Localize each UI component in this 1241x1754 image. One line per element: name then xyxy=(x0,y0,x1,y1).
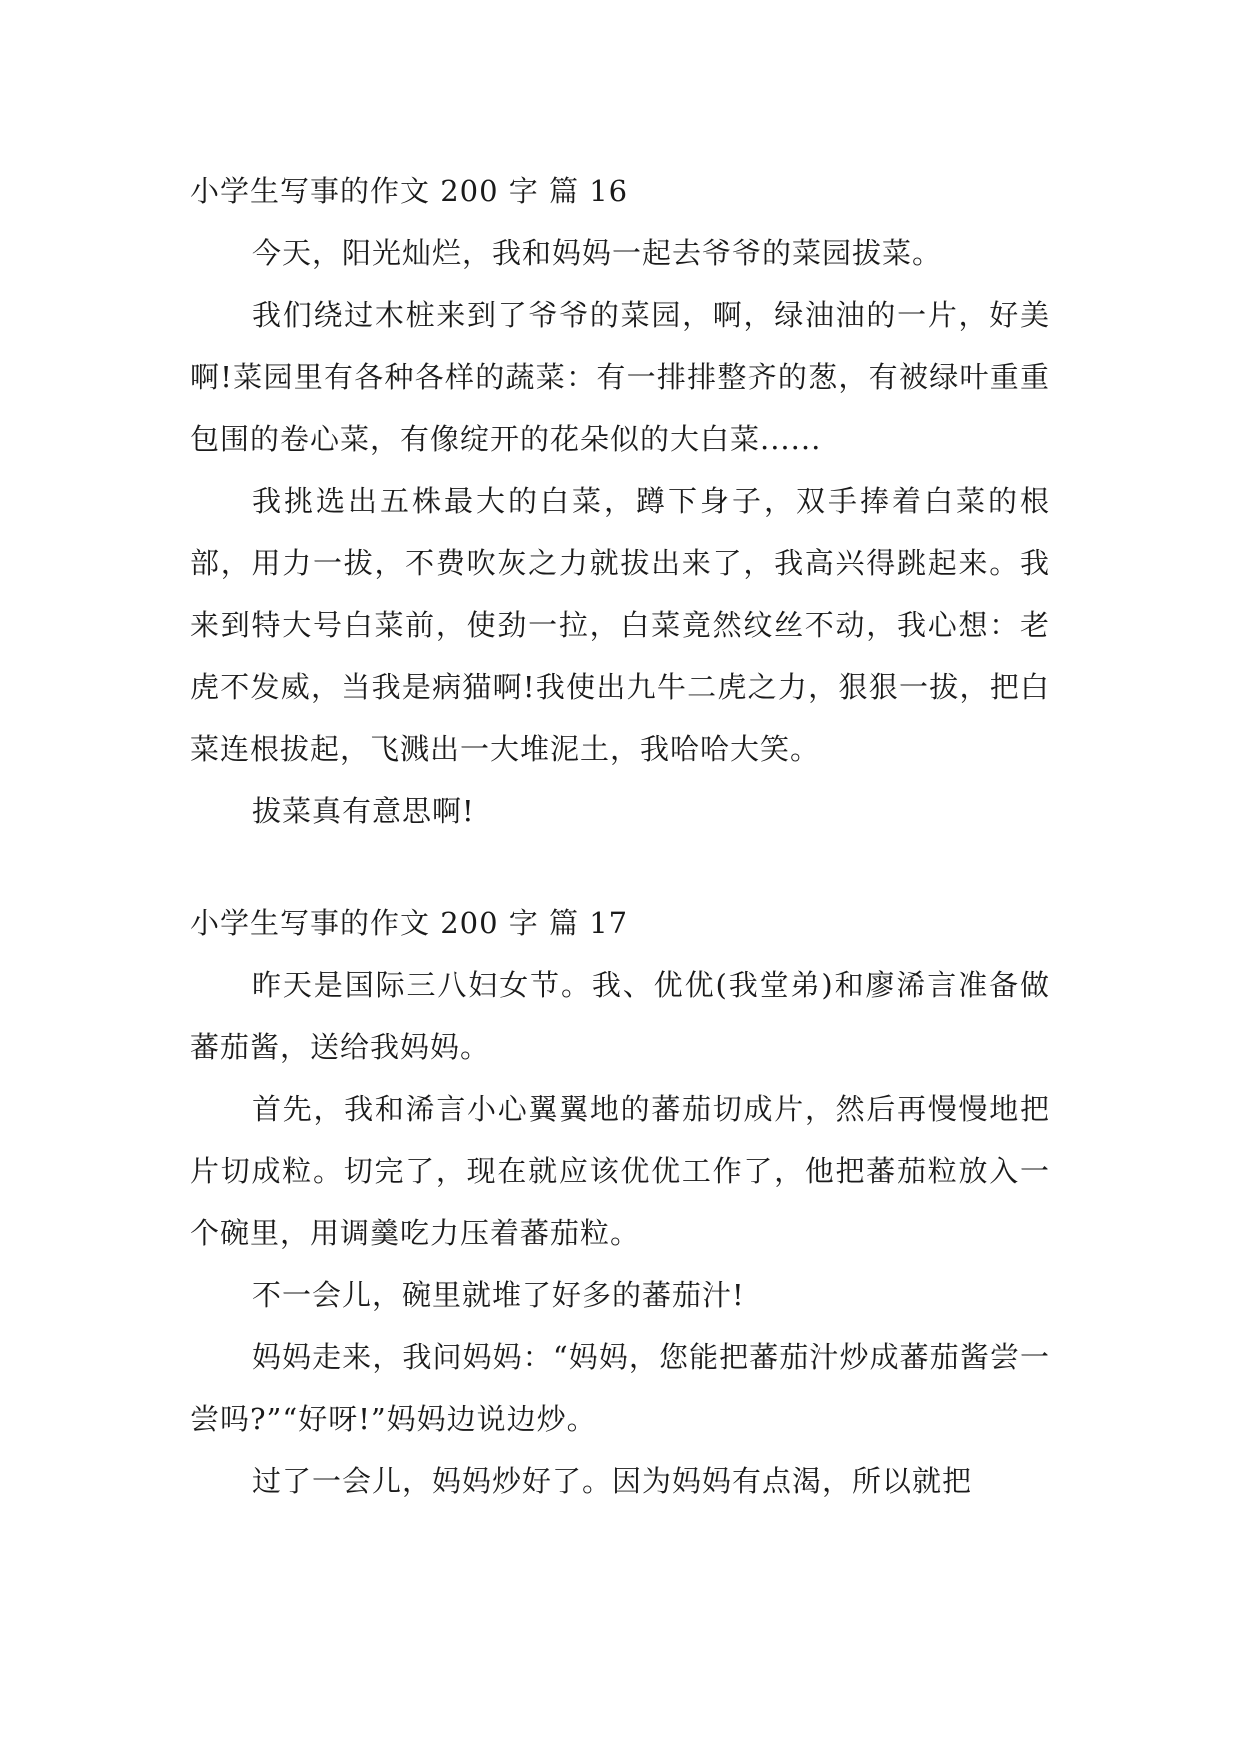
essay-paragraph: 拔菜真有意思啊! xyxy=(252,794,475,828)
document-body xyxy=(190,160,1050,1512)
essay-paragraph: 首先，我和浠言小心翼翼地的蕃茄切成片，然后再慢慢地把片切成粒。切完了，现在就应该优优工作了，他把蕃茄粒放入一个碗里，用调羹吃力压着蕃茄粒。 xyxy=(190,1092,1050,1250)
essay-paragraph: 我们绕过木桩来到了爷爷的菜园，啊，绿油油的一片，好美啊!菜园里有各种各样的蔬菜：有一排排整齐的葱，有被绿叶重重包围的卷心菜，有像绽开的花朵似的大白菜...... xyxy=(190,298,1050,456)
essay-section-16 xyxy=(190,160,1050,842)
essay-paragraph: 过了一会儿，妈妈炒好了。因为妈妈有点渴，所以就把 xyxy=(252,1464,973,1498)
essay-heading: 小学生写事的作文 200 字 篇 16 xyxy=(190,174,629,208)
essay-paragraph: 妈妈走来，我问妈妈：“妈妈，您能把蕃茄汁炒成蕃茄酱尝一尝吗?”“好呀!”妈妈边说边炒。 xyxy=(190,1340,1050,1436)
essay-section-17 xyxy=(190,892,1050,1512)
essay-paragraph: 今天，阳光灿烂，我和妈妈一起去爷爷的菜园拔菜。 xyxy=(252,236,943,270)
essay-paragraph: 昨天是国际三八妇女节。我、优优(我堂弟)和廖浠言准备做蕃茄酱，送给我妈妈。 xyxy=(190,968,1050,1064)
essay-heading: 小学生写事的作文 200 字 篇 17 xyxy=(190,906,629,940)
essay-paragraph: 不一会儿，碗里就堆了好多的蕃茄汁! xyxy=(252,1278,745,1312)
essay-paragraph: 我挑选出五株最大的白菜，蹲下身子，双手捧着白菜的根部，用力一拔，不费吹灰之力就拔出来了，我高兴得跳起来。我来到特大号白菜前，使劲一拉，白菜竟然纹丝不动，我心想：老虎不发威，当我是病猫啊!我使出九牛二虎之力，狠狠一拔，把白菜连根拔起，飞溅出一大堆泥土，我哈哈大笑。 xyxy=(190,484,1050,766)
